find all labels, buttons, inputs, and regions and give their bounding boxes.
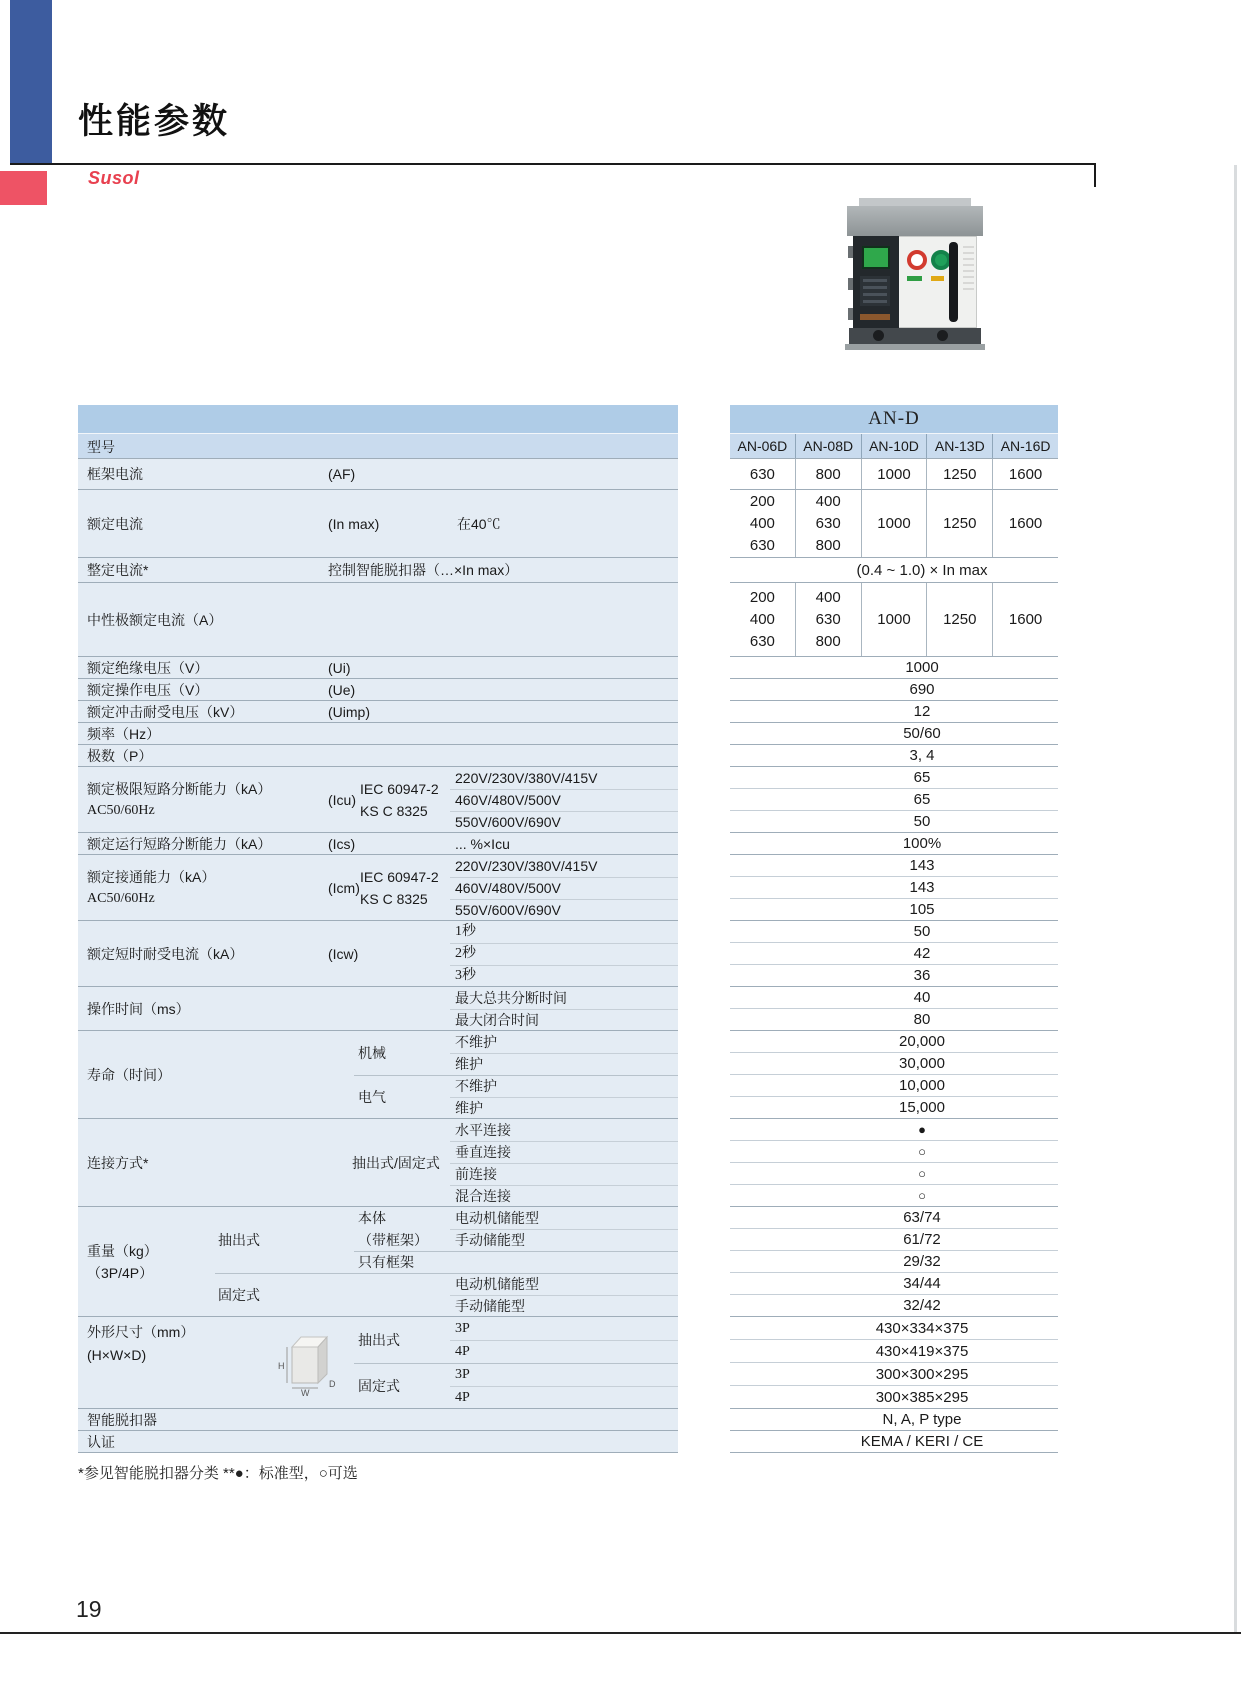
- row-symbol: (AF): [328, 466, 356, 482]
- value-row-icm: 143: [730, 854, 1058, 876]
- model-column-header: AN-06D: [737, 438, 788, 454]
- sub-label: 4P: [455, 1390, 470, 1405]
- spec-value: 400 630 800: [795, 583, 861, 656]
- value-row-weight: 34/44: [730, 1272, 1058, 1294]
- row-label: 额定运行短路分断能力（kA）: [87, 836, 272, 852]
- row-symbol: (Icu): [328, 792, 356, 808]
- spec-row-operating-time: [78, 986, 678, 1030]
- value-row-weight: 63/74: [730, 1206, 1058, 1228]
- sub-divider: [450, 789, 678, 790]
- row-label: 重量（kg）: [87, 1243, 158, 1259]
- breaker-keypad-buttons: [863, 279, 887, 303]
- spec-value: 630: [749, 466, 775, 483]
- group-label: 电气: [358, 1089, 386, 1105]
- footer-rule: [0, 1632, 1241, 1634]
- value-row-ue: 690: [730, 678, 1058, 700]
- group-divider: [354, 1251, 678, 1252]
- mid-label: 只有框架: [358, 1254, 414, 1270]
- model-column-header: AN-16D: [992, 434, 1058, 458]
- row-symbol: (Uimp): [328, 704, 370, 720]
- group-label: 抽出式: [218, 1232, 260, 1248]
- model-header-row: [730, 433, 1058, 458]
- box-h-label: H: [278, 1361, 285, 1371]
- standard-label: IEC 60947-2: [360, 781, 439, 797]
- row-label: 型号: [87, 439, 115, 455]
- row-label-2: AC50/60Hz: [87, 891, 155, 906]
- value-row-icw: 42: [730, 942, 1058, 964]
- box-w-label: W: [301, 1388, 310, 1397]
- series-title: AN-D: [730, 405, 1058, 433]
- value-row-life: 15,000: [730, 1096, 1058, 1118]
- breaker-rating-plate: [963, 246, 974, 290]
- spec-value: 800: [795, 459, 861, 489]
- sub-divider: [450, 1053, 678, 1054]
- row-label: 极数（P）: [87, 748, 153, 764]
- sub-divider: [450, 1295, 678, 1296]
- value-row-dimensions: 430×334×375: [730, 1316, 1058, 1339]
- spec-row-certification: [78, 1430, 678, 1452]
- group-divider: [354, 1363, 678, 1364]
- value-row-setting-current: (0.4 ~ 1.0) × In max: [730, 557, 1058, 582]
- spec-row-trip-unit: [78, 1408, 678, 1430]
- sub-label: 不维护: [455, 1078, 497, 1094]
- row-label: 频率（Hz）: [87, 726, 161, 742]
- breaker-lcd-display: [862, 246, 890, 269]
- sub-label: 550V/600V/690V: [455, 814, 561, 830]
- value-row-icu: 65: [730, 788, 1058, 810]
- value-row-poles: 3, 4: [730, 744, 1058, 766]
- model-column-header: AN-13D: [926, 434, 992, 458]
- breaker-base: [849, 328, 981, 344]
- dimension-box-icon: [276, 1329, 342, 1397]
- sub-divider: [450, 943, 678, 944]
- row-symbol: 控制智能脱扣器（…×In max）: [328, 562, 519, 578]
- value-row-connection-standard-mark: ●: [730, 1118, 1058, 1140]
- row-label: 操作时间（ms）: [87, 1001, 190, 1017]
- row-label: 整定电流*: [87, 562, 149, 578]
- spec-row-setting-current: [78, 557, 678, 582]
- sub-divider: [450, 1141, 678, 1142]
- value-row-life: 20,000: [730, 1030, 1058, 1052]
- group-divider: [215, 1273, 678, 1274]
- breaker-status-indicator-green: [907, 276, 922, 281]
- row-label: 连接方式*: [87, 1155, 149, 1171]
- brand-logo: Susol: [88, 168, 140, 188]
- sub-label: 电动机储能型: [455, 1276, 539, 1292]
- page-title: 性能参数: [78, 102, 231, 141]
- row-label: 额定操作电压（V）: [87, 682, 209, 698]
- footnote: *参见智能脱扣器分类 **●：标准型，○可选: [78, 1465, 358, 1482]
- value-row-connection-option-mark: ○: [730, 1162, 1058, 1184]
- spec-row-weight: [78, 1206, 678, 1316]
- spec-row-dimensions: [78, 1316, 678, 1408]
- row-symbol: (Ui): [328, 660, 351, 676]
- model-column-header: AN-08D: [795, 434, 861, 458]
- value-row-uimp: 12: [730, 700, 1058, 722]
- row-label-2: （3P/4P）: [87, 1265, 154, 1281]
- value-row-life: 10,000: [730, 1074, 1058, 1096]
- standard-label: KS C 8325: [360, 803, 428, 819]
- sub-label: 电动机储能型: [455, 1210, 539, 1226]
- spec-row-model: [78, 433, 678, 458]
- sub-label: 最大闭合时间: [455, 1012, 539, 1028]
- box-d-label: D: [329, 1379, 336, 1389]
- spec-row-icu: [78, 766, 678, 832]
- standard-label: IEC 60947-2: [360, 869, 439, 885]
- sub-label: 最大总共分断时间: [455, 990, 567, 1006]
- spec-value: 1000: [861, 583, 927, 656]
- spec-row-frequency: [78, 722, 678, 744]
- label-table-top-band: [78, 405, 678, 433]
- page-edge-shadow: [1234, 165, 1237, 1633]
- spec-value: 400 630 800: [795, 490, 861, 557]
- row-label: 额定短时耐受电流（kA）: [87, 946, 244, 962]
- row-label-2: (H×W×D): [87, 1347, 147, 1363]
- spec-row-icw: [78, 920, 678, 986]
- spec-row-frame-current: [78, 458, 678, 489]
- mid-label: 本体: [358, 1210, 386, 1226]
- value-row-operating-time: 40: [730, 986, 1058, 1008]
- sub-label: 460V/480V/500V: [455, 792, 561, 808]
- sub-divider: [450, 1229, 678, 1230]
- spec-value: 200 400 630: [749, 492, 775, 554]
- value-row-frequency: 50/60: [730, 722, 1058, 744]
- spec-value: 1600: [992, 490, 1058, 557]
- sub-label: 不维护: [455, 1034, 497, 1050]
- row-label: 额定电流: [87, 516, 143, 532]
- group-label: 抽出式: [358, 1332, 400, 1348]
- value-row-ui: 1000: [730, 656, 1058, 678]
- mid-label: （带框架）: [358, 1232, 428, 1248]
- value-row-dimensions: 300×300×295: [730, 1362, 1058, 1385]
- spec-value: 1250: [926, 459, 992, 489]
- row-label-2: AC50/60Hz: [87, 803, 155, 818]
- value-row-trip-unit: N, A, P type: [730, 1408, 1058, 1430]
- accent-block-red: [0, 171, 47, 205]
- value-row-icm: 143: [730, 876, 1058, 898]
- row-label: 额定绝缘电压（V）: [87, 660, 209, 676]
- spec-value: 1250: [926, 490, 992, 557]
- sub-label: 2秒: [455, 946, 476, 961]
- value-row-neutral-current: [730, 582, 1058, 656]
- value-row-icu: 50: [730, 810, 1058, 832]
- sub-divider: [450, 965, 678, 966]
- value-row-weight: 32/42: [730, 1294, 1058, 1316]
- row-symbol: (Icm): [328, 880, 360, 896]
- value-row-dimensions: 300×385×295: [730, 1385, 1058, 1408]
- spec-row-rated-current: [78, 489, 678, 557]
- row-label: 额定极限短路分断能力（kA）: [87, 781, 272, 797]
- sub-label: 垂直连接: [455, 1144, 511, 1160]
- value-row-frame-current: [730, 458, 1058, 489]
- sub-label: 460V/480V/500V: [455, 880, 561, 896]
- breaker-top-flange: [847, 206, 983, 236]
- value-row-weight: 61/72: [730, 1228, 1058, 1250]
- breaker-charging-handle-slot: [949, 242, 958, 322]
- sub-label: 550V/600V/690V: [455, 902, 561, 918]
- sub-label: 手动储能型: [455, 1232, 525, 1248]
- row-label: 智能脱扣器: [87, 1412, 157, 1428]
- breaker-base-hole: [937, 330, 948, 341]
- value-row-rated-current: [730, 489, 1058, 557]
- value-row-weight: 29/32: [730, 1250, 1058, 1272]
- sub-label: 前连接: [455, 1166, 497, 1182]
- value-row-icw: 50: [730, 920, 1058, 942]
- row-symbol: (Ue): [328, 682, 356, 698]
- model-column-header: AN-10D: [861, 434, 927, 458]
- spec-value: 200 400 630: [749, 588, 775, 650]
- value-row-dimensions: 430×419×375: [730, 1339, 1058, 1362]
- group-divider: [354, 1075, 678, 1076]
- page-number: 19: [76, 1596, 102, 1622]
- spec-value: 1600: [992, 459, 1058, 489]
- value-row-icu: 65: [730, 766, 1058, 788]
- row-label: 认证: [87, 1434, 115, 1450]
- group-label: 抽出式/固定式: [352, 1155, 440, 1171]
- sub-label: ... %×Icu: [455, 836, 510, 852]
- value-row-connection-option-mark: ○: [730, 1140, 1058, 1162]
- sub-divider: [450, 1185, 678, 1186]
- value-row-icw: 36: [730, 964, 1058, 986]
- sub-label: 3P: [455, 1321, 470, 1336]
- breaker-on-button: [931, 250, 951, 270]
- standard-label: KS C 8325: [360, 891, 428, 907]
- value-row-operating-time: 80: [730, 1008, 1058, 1030]
- row-symbol: (Ics): [328, 836, 356, 852]
- header-rule-tick: [1094, 163, 1096, 187]
- row-note: 在40℃: [457, 516, 501, 532]
- sub-label: 维护: [455, 1100, 483, 1116]
- spec-row-connection: [78, 1118, 678, 1206]
- group-label: 固定式: [218, 1287, 260, 1303]
- sub-label: 3秒: [455, 968, 476, 983]
- spec-row-icm: [78, 854, 678, 920]
- breaker-status-indicator-yellow: [931, 276, 944, 281]
- group-label: 机械: [358, 1045, 386, 1061]
- spec-table-values: [730, 405, 1058, 1453]
- spec-table-labels: [78, 405, 678, 1453]
- product-image: [845, 198, 985, 350]
- row-label: 中性极额定电流（A）: [87, 612, 223, 628]
- sub-label: 3P: [455, 1367, 470, 1382]
- header-rule: [10, 163, 1096, 165]
- spec-row-uimp: [78, 700, 678, 722]
- breaker-label-strip: [860, 314, 890, 320]
- row-label: 额定接通能力（kA）: [87, 869, 216, 885]
- sub-divider: [450, 1097, 678, 1098]
- sub-label: 1秒: [455, 924, 476, 939]
- breaker-off-button: [907, 250, 927, 270]
- sub-label: 水平连接: [455, 1122, 511, 1138]
- row-symbol: (Icw): [328, 946, 359, 962]
- value-row-certification: KEMA / KERI / CE: [730, 1430, 1058, 1452]
- spec-row-poles: [78, 744, 678, 766]
- sub-divider: [450, 899, 678, 900]
- sub-label: 手动储能型: [455, 1298, 525, 1314]
- row-label: 外形尺寸（mm）: [87, 1324, 195, 1340]
- spec-value: 1000: [861, 490, 927, 557]
- spec-row-ue: [78, 678, 678, 700]
- row-symbol: (In max): [328, 516, 380, 532]
- value-row-life: 30,000: [730, 1052, 1058, 1074]
- value-row-ics: 100%: [730, 832, 1058, 854]
- sub-divider: [450, 811, 678, 812]
- spec-value: 1000: [861, 459, 927, 489]
- spec-value: 1600: [992, 583, 1058, 656]
- sub-label: 220V/230V/380V/415V: [455, 858, 598, 874]
- row-label: 寿命（时间）: [87, 1067, 171, 1083]
- sub-divider: [450, 1386, 678, 1387]
- sub-label: 混合连接: [455, 1188, 511, 1204]
- sub-divider: [450, 1163, 678, 1164]
- row-label: 额定冲击耐受电压（kV）: [87, 704, 244, 720]
- sub-label: 4P: [455, 1344, 470, 1359]
- spec-value: 1250: [926, 583, 992, 656]
- sub-label: 维护: [455, 1056, 483, 1072]
- row-label: 框架电流: [87, 466, 143, 482]
- value-row-icm: 105: [730, 898, 1058, 920]
- sub-divider: [450, 1009, 678, 1010]
- sub-divider: [450, 877, 678, 878]
- spec-row-neutral-current: [78, 582, 678, 656]
- breaker-feet: [845, 344, 985, 350]
- accent-block-blue: [10, 0, 52, 164]
- sub-divider: [450, 1340, 678, 1341]
- spec-row-life: [78, 1030, 678, 1118]
- sub-label: 220V/230V/380V/415V: [455, 770, 598, 786]
- group-label: 固定式: [358, 1378, 400, 1394]
- spec-row-ui: [78, 656, 678, 678]
- value-row-connection-option-mark: ○: [730, 1184, 1058, 1206]
- spec-row-ics: [78, 832, 678, 854]
- breaker-base-hole: [873, 330, 884, 341]
